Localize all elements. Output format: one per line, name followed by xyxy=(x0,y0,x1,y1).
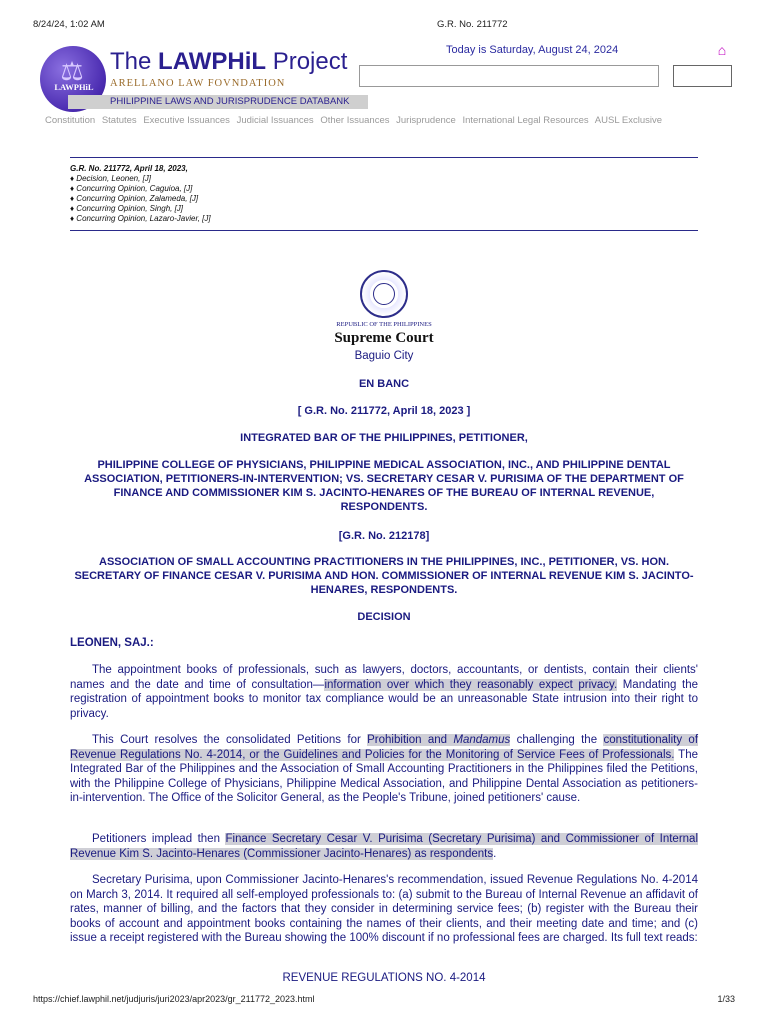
opinion-link[interactable]: ♦ Concurring Opinion, Lazaro-Javier, [J] xyxy=(70,214,211,223)
nav-item-ausl-exclusive[interactable]: AUSL Exclusive xyxy=(594,115,663,126)
scales-icon: ⚖ xyxy=(60,56,84,86)
logo-band xyxy=(68,95,368,109)
page-number: 1/33 xyxy=(717,994,735,1004)
nav-item-jurisprudence[interactable]: Jurisprudence xyxy=(396,115,456,126)
main-nav xyxy=(45,115,666,126)
ponente: LEONEN, SAJ.: xyxy=(70,637,154,649)
supreme-court-seal xyxy=(360,270,408,318)
highlight: Finance Secretary Cesar V. Purisima (Secretary Purisima) and Commissioner of Internal Revenue Kim S. Jacinto-Henares (Commissioner Jacinto-Henares) as respondents xyxy=(70,833,698,860)
print-url: https://chief.lawphil.net/judjuris/juri2023/apr2023/gr_211772_2023.html xyxy=(33,994,315,1004)
logo-band-text: PHILIPPINE LAWS AND JURISPRUDENCE DATABANK xyxy=(110,96,350,107)
opinion-link[interactable]: ♦ Concurring Opinion, Zalameda, [J] xyxy=(70,194,199,203)
highlight: constitutionality of Revenue Regulations No. 4-2014, or the Guidelines and Policies for the Monitoring of Service Fees of Professionals. xyxy=(70,734,699,761)
nav-item-statutes[interactable]: Statutes xyxy=(101,115,137,126)
opinion-link[interactable]: ♦ Concurring Opinion, Singh, [J] xyxy=(70,204,184,213)
search-button[interactable] xyxy=(673,65,732,87)
nav-item-constitution[interactable]: Constitution xyxy=(45,115,96,126)
logo-subtitle: ARELLANO LAW FOVNDATION xyxy=(110,78,286,89)
document-type: DECISION xyxy=(357,611,411,623)
opinion-index xyxy=(70,164,211,224)
nav-item-judicial-issuances[interactable]: Judicial Issuances xyxy=(236,115,314,126)
nav-item-other-issuances[interactable]: Other Issuances xyxy=(320,115,390,126)
paragraph-4: Secretary Purisima, upon Commissioner Jacinto-Henares's recommendation, issued Revenue Regulations No. 4-2014 on March 3, 2014. It required all self-employed professionals to: (a) submit to the Bureau of Internal Revenue an affidavit of rates, manner of billing, and the factors that they consider in determining service fees; (b) register with the Bureau their books of account and appointment books containing the names of their clients, and their meeting date and time; and (c) issue a receipt registered with the Bureau showing the 100% discount if no professional fees are charged. Its full text reads: xyxy=(70,874,698,944)
opinion-link[interactable]: ♦ Decision, Leonen, [J] xyxy=(70,174,152,183)
divider xyxy=(70,157,698,158)
parties-caption-2: ASSOCIATION OF SMALL ACCOUNTING PRACTITIONERS IN THE PHILIPPINES, INC., PETITIONER, VS. HON. SECRETARY OF FINANCE CESAR V. PURISIMA AND HON. COMMISSIONER OF INTERNAL REVENUE KIM S. JACINTO-HENARES, RESPONDENTS. xyxy=(74,556,694,596)
divider xyxy=(70,230,698,231)
highlight: information over which they reasonably expect privacy. xyxy=(324,678,618,691)
regulation-title: REVENUE REGULATIONS NO. 4-2014 xyxy=(282,972,486,984)
court-name: Supreme Court xyxy=(334,330,434,346)
division: EN BANC xyxy=(358,378,410,390)
search-input[interactable] xyxy=(359,65,659,87)
nav-item-international[interactable]: International Legal Resources xyxy=(462,115,589,126)
parties-caption: PHILIPPINE COLLEGE OF PHYSICIANS, PHILIPPINE MEDICAL ASSOCIATION, INC., AND PHILIPPINE DENTAL ASSOCIATION, PETITIONERS-IN-INTERVENTION; VS. SECRETARY CESAR V. PURISIMA OF THE DEPARTMENT OF FINANCE AND COMMISSIONER KIM S. JACINTO-HENARES OF THE BUREAU OF INTERNAL REVENUE, RESPONDENTS. xyxy=(84,459,684,513)
opinion-link[interactable]: ♦ Concurring Opinion, Caguioa, [J] xyxy=(70,184,193,193)
logo-title: The LAWPHiL Project xyxy=(110,48,348,75)
lawphil-logo[interactable] xyxy=(38,44,348,114)
paragraph-3: Petitioners implead then Finance Secretary Cesar V. Purisima (Secretary Purisima) and Commissioner of Internal Revenue Kim S. Jacinto-Henares (Commissioner Jacinto-Henares) as respondents. xyxy=(70,833,698,860)
case-number: [ G.R. No. 211772, April 18, 2023 ] xyxy=(297,405,471,417)
print-doc-title: G.R. No. 211772 xyxy=(437,19,508,30)
paragraph-1: The appointment books of professionals, such as lawyers, doctors, accountants, or dentists, contain their clients' names and the date and time of consultation—information over which they reasonably expect privacy. Mandating the registration of appointment books to monitor tax compliance would be an unreasonable State intrusion into their right to privacy. xyxy=(70,664,698,720)
logo-badge: LAWPHiL xyxy=(54,82,94,92)
nav-item-executive-issuances[interactable]: Executive Issuances xyxy=(143,115,230,126)
paragraph-2: This Court resolves the consolidated Petitions for Prohibition and Mandamus challenging the constitutionality of Revenue Regulations No. 4-2014, or the Guidelines and Policies for the Monitoring of Service Fees of Professionals. The Integrated Bar of the Philippines and the Association of Small Accounting Practitioners in the Philippines filed the Petitions, with the Philippine College of Physicians, Philippine Medical Association, and Philippine Dental Association as petitioners-in-intervention. The Office of the Solicitor General, as the People's Tribune, joined petitioners' cause. xyxy=(70,734,699,804)
republic-label: REPUBLIC OF THE PHILIPPINES xyxy=(336,321,432,328)
opinion-index-heading: G.R. No. 211772, April 18, 2023, xyxy=(70,164,188,173)
print-timestamp: 8/24/24, 1:02 AM xyxy=(33,19,105,30)
court-city: Baguio City xyxy=(354,350,414,362)
case-number-2: [G.R. No. 212178] xyxy=(338,530,430,542)
home-icon[interactable]: ⌂ xyxy=(717,42,727,58)
highlight: Prohibition and Mandamus xyxy=(367,734,511,746)
today-date: Today is Saturday, August 24, 2024 xyxy=(446,44,619,56)
petitioner: INTEGRATED BAR OF THE PHILIPPINES, PETITIONER, xyxy=(240,432,528,444)
